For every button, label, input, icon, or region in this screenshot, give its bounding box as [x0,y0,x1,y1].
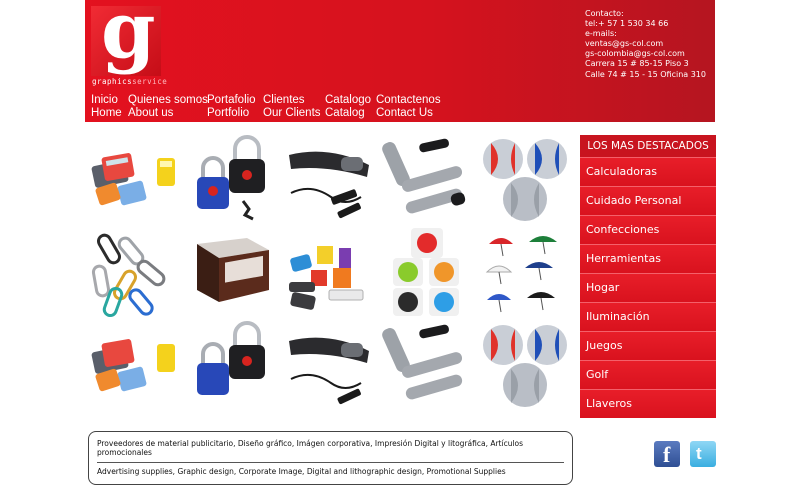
sidebar-item-calculadoras[interactable]: Calculadoras [580,157,716,186]
product-wall-clocks[interactable] [379,226,477,319]
product-calculators[interactable] [85,319,183,412]
nav-portfolio-es[interactable]: Portafolio [207,94,256,106]
contact-address-2: Calle 74 # 15 - 15 Oficina 310 [585,69,706,79]
sidebar-item-cuidado-personal[interactable]: Cuidado Personal [580,186,716,215]
nav-home-es[interactable]: Inicio [91,94,118,106]
featured-sidebar [580,135,716,418]
product-color-accessories[interactable] [281,226,379,319]
logo-caption-light: service [132,77,168,86]
sidebar-item-confecciones[interactable]: Confecciones [580,215,716,244]
nav-clients-en[interactable]: Our Clients [263,107,321,119]
footer-line-en: Advertising supplies, Graphic design, Corporate Image, Digital and lithographic design, Promotional Supplies [97,467,506,476]
logo-caption-dark: graphics [92,77,133,86]
sidebar-item-llaveros[interactable]: Llaveros [580,389,716,418]
product-padlocks[interactable] [183,319,281,412]
nav-about-es[interactable]: Quienes somos [128,94,208,106]
site-header [85,0,715,122]
contact-phone: tel:+ 57 1 530 34 66 [585,19,669,29]
product-grid [85,133,575,411]
product-calculators[interactable] [85,133,183,226]
sidebar-item-iluminacion[interactable]: Iluminación [580,302,716,331]
sidebar-item-juegos[interactable]: Juegos [580,331,716,360]
logo-caption [92,77,167,86]
contact-address-1: Carrera 15 # 85-15 Piso 3 [585,59,689,69]
contact-email-sales[interactable]: ventas@gs-col.com [585,39,664,49]
sidebar-title: LOS MAS DESTACADOS [580,135,716,157]
nav-portfolio-en[interactable]: Portfolio [207,107,250,119]
nav-home-en[interactable]: Home [91,107,122,119]
product-flashlights[interactable] [379,319,477,412]
product-beach-balls[interactable] [477,319,575,412]
contact-email-label: e-mails: [585,29,617,39]
product-beach-balls[interactable] [477,133,575,226]
facebook-icon[interactable] [654,441,680,467]
twitter-glyph: t [696,444,702,463]
nav-catalog-en[interactable]: Catalog [325,107,365,119]
nav-catalog[interactable] [325,94,371,120]
contact-label: Contacto: [585,9,624,18]
contact-info [585,9,706,80]
nav-contact-es[interactable]: Contactenos [376,94,441,106]
nav-clients-es[interactable]: Clientes [263,94,305,106]
logo[interactable] [91,0,161,76]
nav-about[interactable] [128,94,208,120]
product-car-vacuum[interactable] [281,133,379,226]
product-carabiners[interactable] [85,226,183,319]
product-umbrellas[interactable] [477,226,575,319]
nav-contact-en[interactable]: Contact Us [376,107,433,119]
nav-about-en[interactable]: About us [128,107,174,119]
product-car-vacuum[interactable] [281,319,379,412]
product-padlocks[interactable] [183,133,281,226]
logo-letter: g [101,0,156,76]
nav-contact[interactable] [376,94,441,120]
sidebar-item-herramientas[interactable]: Herramientas [580,244,716,273]
footer-line-es: Proveedores de material publicitario, Diseño gráfico, Imágen corporativa, Impresión Digital y litográfica, Artículos promocionales [97,439,564,463]
nav-clients[interactable] [263,94,321,120]
sidebar-item-golf[interactable]: Golf [580,360,716,389]
sidebar-item-hogar[interactable]: Hogar [580,273,716,302]
nav-portfolio[interactable] [207,94,256,120]
product-flashlights[interactable] [379,133,477,226]
facebook-glyph: f [663,442,671,467]
nav-catalog-es[interactable]: Catalogo [325,94,372,106]
twitter-icon[interactable] [690,441,716,467]
contact-email-colombia[interactable]: gs-colombia@gs-col.com [585,49,685,59]
nav-home[interactable] [91,94,122,120]
product-watch-box[interactable] [183,226,281,319]
footer-description [88,431,573,485]
